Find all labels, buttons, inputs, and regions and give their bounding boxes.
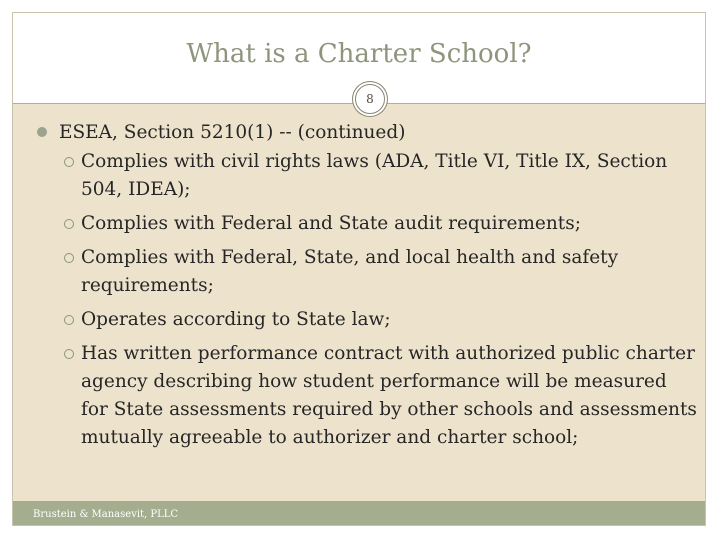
main-bullet-text: ESEA, Section 5210(1) -- (continued) (59, 122, 406, 143)
slide-body (33, 119, 697, 458)
hollow-bullet-icon (64, 349, 74, 359)
hollow-bullet-icon (64, 157, 74, 167)
footer-text: Brustein & Manasevit, PLLC (33, 509, 179, 520)
filled-bullet-icon (37, 127, 47, 137)
slide-frame (12, 12, 706, 526)
sub-bullet-text: Complies with Federal, State, and local health and safety requirements; (81, 247, 619, 296)
footer-band (13, 501, 705, 525)
sub-bullet-item (33, 210, 697, 238)
slide-number-badge: 8 (355, 84, 385, 114)
hollow-bullet-icon (64, 315, 74, 325)
sub-bullet-text: Complies with Federal and State audit requirements; (81, 213, 581, 234)
sub-bullet-text: Has written performance contract with authorized public charter agency describing how student performance will be measured for State assessments required by other schools and assessments mutually agreeable to authorizer and charter school; (81, 343, 697, 448)
sub-bullet-item (33, 340, 697, 452)
slide-title: What is a Charter School? (186, 39, 532, 69)
main-bullet-item (33, 119, 697, 146)
sub-bullet-text: Operates according to State law; (81, 309, 391, 330)
sub-bullet-item (33, 244, 697, 300)
hollow-bullet-icon (64, 219, 74, 229)
sub-bullet-item (33, 306, 697, 334)
hollow-bullet-icon (64, 253, 74, 263)
sub-bullet-text: Complies with civil rights laws (ADA, Title VI, Title IX, Section 504, IDEA); (81, 151, 668, 200)
sub-bullet-item (33, 148, 697, 204)
